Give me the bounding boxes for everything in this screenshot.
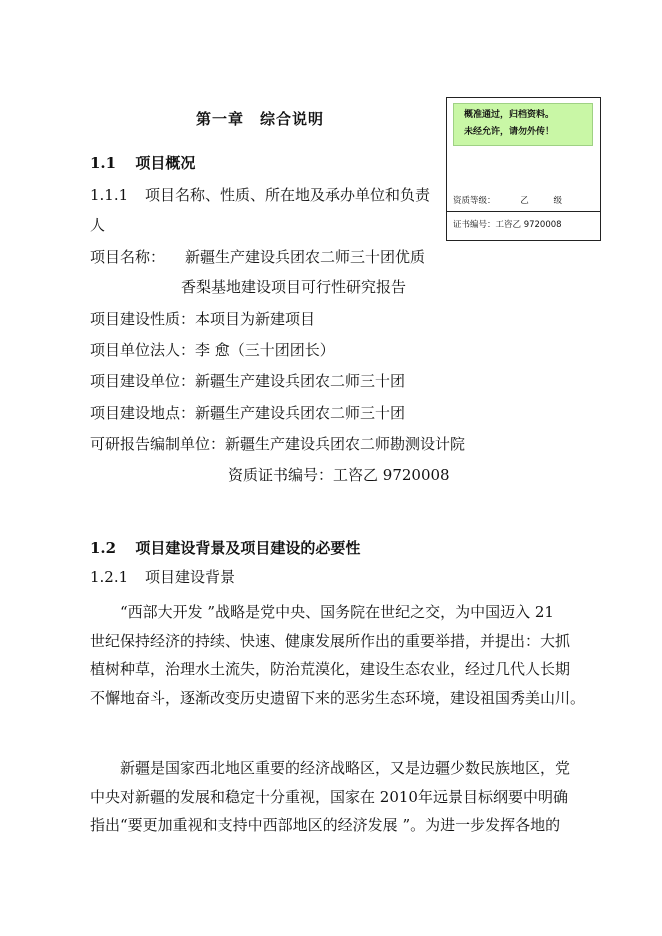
paragraph-line: “西部大开发 ”战略是党中央、国务院在世纪之交，为中国迈入 21 [120, 603, 554, 621]
subsection-heading-1-2-1 [90, 566, 235, 587]
project-name-label: 项目名称： [90, 248, 166, 266]
project-name-value-continued: 香梨基地建设项目可行性研究报告 [181, 278, 407, 296]
approval-notice-line2: 未经允许，请勿外传！ [464, 127, 555, 137]
approval-stamp [446, 97, 601, 241]
paragraph-line: 植树种草，治理水土流失，防治荒漠化，建设生态农业，经过几代人长期 [90, 660, 571, 678]
qualification-grade [453, 194, 562, 206]
project-location: 项目建设地点：新疆生产建设兵团农二师三十团 [90, 404, 406, 422]
report-compiler: 可研报告编制单位：新疆生产建设兵团农二师勘测设计院 [90, 435, 466, 453]
project-name-value: 新疆生产建设兵团农二师三十团优质 [185, 248, 426, 266]
approval-notice [453, 103, 593, 146]
body-paragraph [90, 754, 570, 840]
project-legal-person: 项目单位法人：李 愈（三十团团长） [90, 341, 335, 359]
section-heading-1-1 [90, 152, 195, 173]
subsection-heading-1-1-1 [90, 184, 430, 205]
section-heading-1-2 [90, 537, 360, 558]
section-title: 项目建设背景及项目建设的必要性 [135, 539, 361, 557]
grade-label: 资质等级： [453, 196, 496, 206]
stamp-divider [447, 211, 600, 212]
subsection-title: 项目建设背景 [144, 568, 235, 586]
approval-notice-line1: 概准通过，归档资料。 [464, 110, 555, 120]
paragraph-line: 世纪保持经济的持续、快速、健康发展所作出的重要举措，并提出：大抓 [90, 631, 571, 650]
paragraph-line: 中央对新疆的发展和稳定十分重视，国家在 2010年远景目标纲要中明确 [90, 787, 568, 806]
subsection-number: 1.2.1 [90, 568, 129, 586]
grade-suffix: 级 [553, 196, 562, 206]
section-number: 1.2 [90, 539, 117, 557]
qualification-certificate: 资质证书编号：工咨乙 9720008 [228, 466, 450, 484]
paragraph-line: 指出“要更加重视和支持中西部地区的经济发展 ”。为进一步发挥各地的 [90, 816, 561, 834]
project-nature: 项目建设性质：本项目为新建项目 [90, 310, 316, 328]
chapter-title: 第一章 综合说明 [196, 110, 325, 128]
grade-value: 乙 [520, 196, 529, 206]
body-paragraph [90, 598, 585, 712]
section-number: 1.1 [90, 154, 117, 172]
paragraph-line: 不懈地奋斗，逐渐改变历史遗留下来的恶劣生态环境，建设祖国秀美山川。 [90, 688, 586, 707]
subsection-title-continued: 人 [90, 216, 106, 234]
certificate-number: 证书编号：工咨乙 9720008 [453, 220, 562, 230]
project-construction-unit: 项目建设单位：新疆生产建设兵团农二师三十团 [90, 372, 406, 390]
subsection-number: 1.1.1 [90, 186, 129, 204]
subsection-title: 项目名称、性质、所在地及承办单位和负责 [144, 186, 430, 204]
section-title: 项目概况 [135, 154, 196, 172]
paragraph-line: 新疆是国家西北地区重要的经济战略区，又是边疆少数民族地区，党 [120, 759, 571, 777]
